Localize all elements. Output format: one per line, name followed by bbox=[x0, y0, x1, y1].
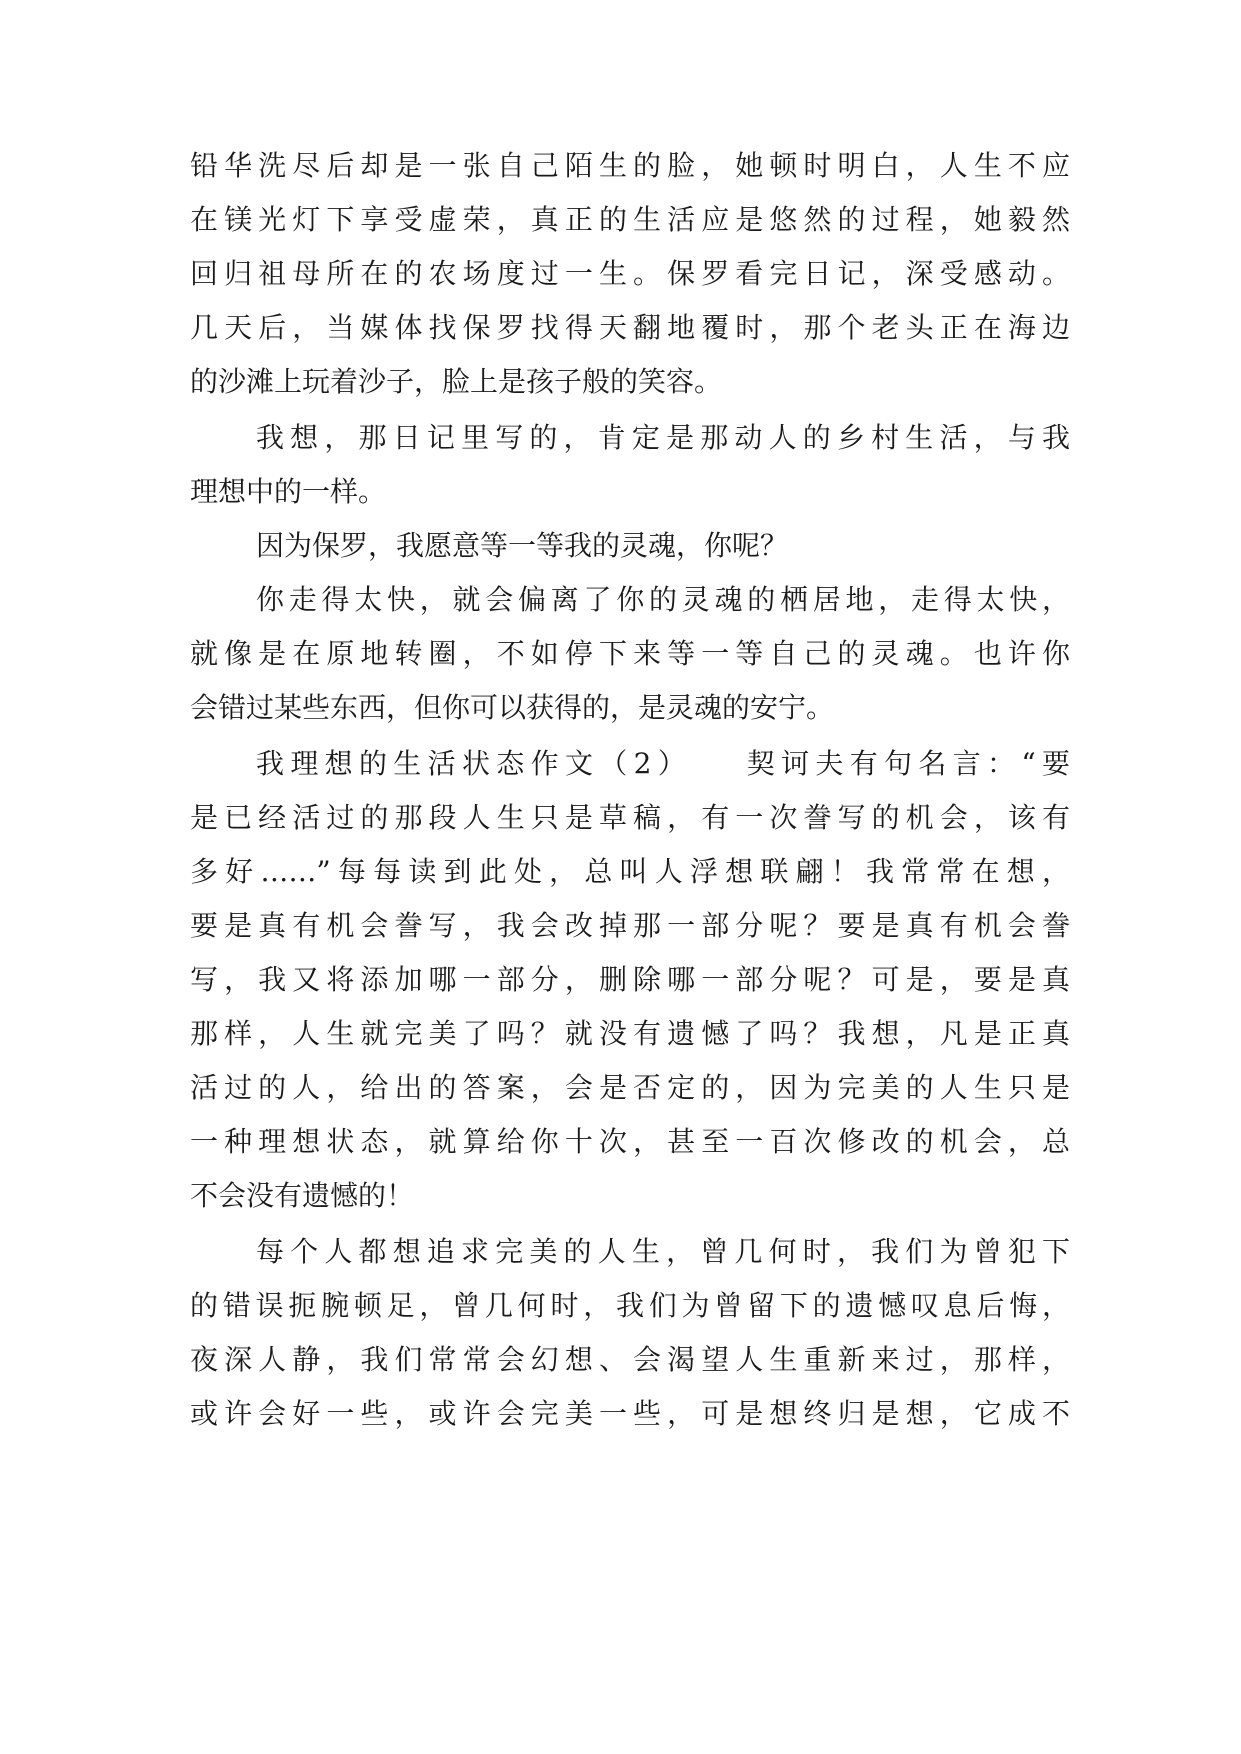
text-line: 回归祖母所在的农场度过一生。保罗看完日记，深受感动。 bbox=[190, 257, 1070, 290]
text-line: 多好……”每每读到此处，总叫人浮想联翩！我常常在想， bbox=[190, 855, 1070, 888]
text-line: 就像是在原地转圈，不如停下来等一等自己的灵魂。也许你 bbox=[190, 637, 1070, 670]
text-line: 或许会好一些，或许会完美一些，可是想终归是想，它成不 bbox=[190, 1397, 1070, 1430]
text-line: 的沙滩上玩着沙子，脸上是孩子般的笑容。 bbox=[190, 365, 723, 398]
text-line: 在镁光灯下享受虚荣，真正的生活应是悠然的过程，她毅然 bbox=[190, 203, 1070, 236]
text-line: 夜深人静，我们常常会幻想、会渴望人生重新来过，那样， bbox=[190, 1343, 1070, 1376]
text-line: 会错过某些东西，但你可以获得的，是灵魂的安宁。 bbox=[190, 691, 835, 724]
paragraph-first-line: 你走得太快，就会偏离了你的灵魂的栖居地，走得太快， bbox=[256, 583, 1070, 616]
text-line: 不会没有遗憾的！ bbox=[190, 1179, 415, 1212]
text-line: 的错误扼腕顿足，曾几何时，我们为曾留下的遗憾叹息后悔， bbox=[190, 1289, 1070, 1322]
text-line: 铅华洗尽后却是一张自己陌生的脸，她顿时明白，人生不应 bbox=[190, 149, 1070, 182]
text-line: 写，我又将添加哪一部分，删除哪一部分呢？可是，要是真 bbox=[190, 963, 1070, 996]
text-line: 那样，人生就完美了吗？就没有遗憾了吗？我想，凡是正真 bbox=[190, 1017, 1070, 1050]
text-line: 活过的人，给出的答案，会是否定的，因为完美的人生只是 bbox=[190, 1071, 1070, 1104]
text-line: 几天后，当媒体找保罗找得天翻地覆时，那个老头正在海边 bbox=[190, 311, 1070, 344]
paragraph-first-line: 每个人都想追求完美的人生，曾几何时，我们为曾犯下 bbox=[256, 1235, 1070, 1268]
text-line: 是已经活过的那段人生只是草稿，有一次誊写的机会，该有 bbox=[190, 801, 1070, 834]
text-line: 要是真有机会誊写，我会改掉那一部分呢？要是真有机会誊 bbox=[190, 909, 1070, 942]
text-line: 理想中的一样。 bbox=[190, 475, 387, 508]
paragraph-first-line: 我理想的生活状态作文（2） 契诃夫有句名言：“要 bbox=[256, 747, 1070, 780]
text-line: 一种理想状态，就算给你十次，甚至一百次修改的机会，总 bbox=[190, 1125, 1070, 1158]
paragraph-first-line: 我想，那日记里写的，肯定是那动人的乡村生活，与我 bbox=[256, 421, 1070, 454]
paragraph-first-line: 因为保罗，我愿意等一等我的灵魂，你呢？ bbox=[256, 529, 789, 562]
